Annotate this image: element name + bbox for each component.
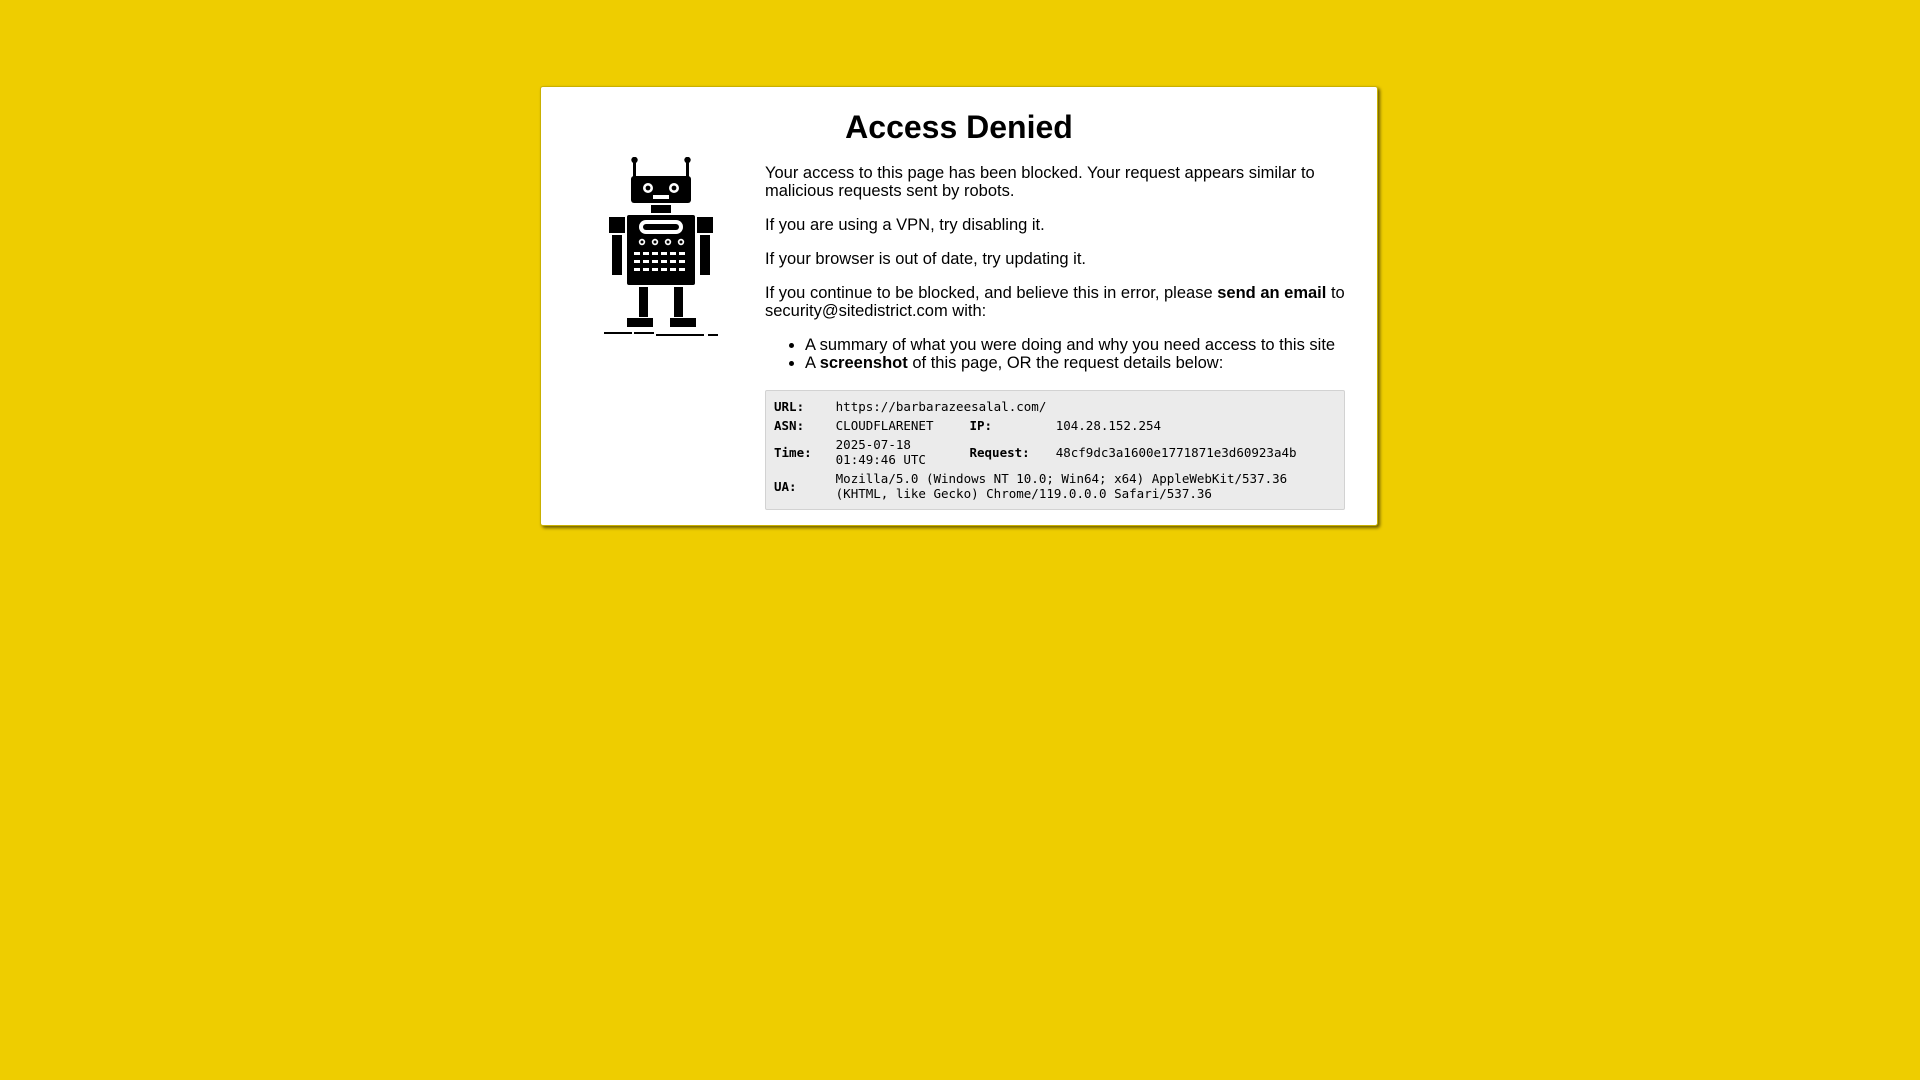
list-item xyxy=(805,354,1345,372)
contact-message xyxy=(765,284,1345,320)
time-value-time: 01:49:46 UTC xyxy=(835,452,926,467)
list-item: • A summary of what you were doing and why you need access to this site xyxy=(805,336,1345,354)
request-value: 48cf9dc3a1600e1771871e3d60923a4b xyxy=(1055,444,1297,460)
table-row xyxy=(774,435,1297,469)
asn-label: ASN: xyxy=(774,418,805,433)
ip-label: IP: xyxy=(969,418,993,433)
table-row xyxy=(774,416,1297,435)
message-content xyxy=(765,164,1345,510)
screenshot-emphasis: screenshot xyxy=(819,354,908,372)
time-value-date: 2025-07-18 xyxy=(835,437,911,452)
instructions-list xyxy=(765,336,1345,372)
robot-icon xyxy=(604,157,720,339)
vpn-message: If you are using a VPN, try disabling it. xyxy=(765,216,1045,234)
request-label: Request: xyxy=(969,444,1030,460)
request-details-table xyxy=(774,397,1297,503)
ua-value-line1: Mozilla/5.0 (Windows NT 10.0; Win64; x64) AppleWebKit/537.36 xyxy=(835,471,1288,486)
table-row xyxy=(774,397,1297,416)
contact-suffix: to security@sitedistrict.com with: xyxy=(765,284,1345,320)
ip-value: 104.28.152.254 xyxy=(1055,418,1162,433)
contact-prefix: If you continue to be blocked, and believe this in error, please xyxy=(765,284,1213,302)
page-title: Access Denied xyxy=(845,109,1073,145)
browser-message: If your browser is out of date, try updating it. xyxy=(765,250,1086,268)
asn-value: CLOUDFLARENET xyxy=(835,418,934,433)
time-label: Time: xyxy=(774,444,812,460)
url-value: https://barbarazeesalal.com/ xyxy=(835,399,1047,414)
ua-value xyxy=(836,469,1297,503)
blocked-message: Your access to this page has been blocked. Your request appears similar to malicious requests sent by robots. xyxy=(765,164,1315,200)
list-item-suffix: of this page, OR the request details below: xyxy=(912,354,1224,372)
url-label: URL: xyxy=(774,399,805,414)
table-row xyxy=(774,469,1297,503)
time-value xyxy=(836,435,934,469)
ua-value-line2: (KHTML, like Gecko) Chrome/119.0.0.0 Safari/537.36 xyxy=(835,486,1212,501)
list-item-prefix: A xyxy=(805,354,816,372)
request-details-box xyxy=(765,390,1345,510)
send-email-link[interactable]: send an email xyxy=(1217,284,1327,302)
ua-label: UA: xyxy=(774,478,797,494)
access-denied-card xyxy=(540,86,1378,526)
